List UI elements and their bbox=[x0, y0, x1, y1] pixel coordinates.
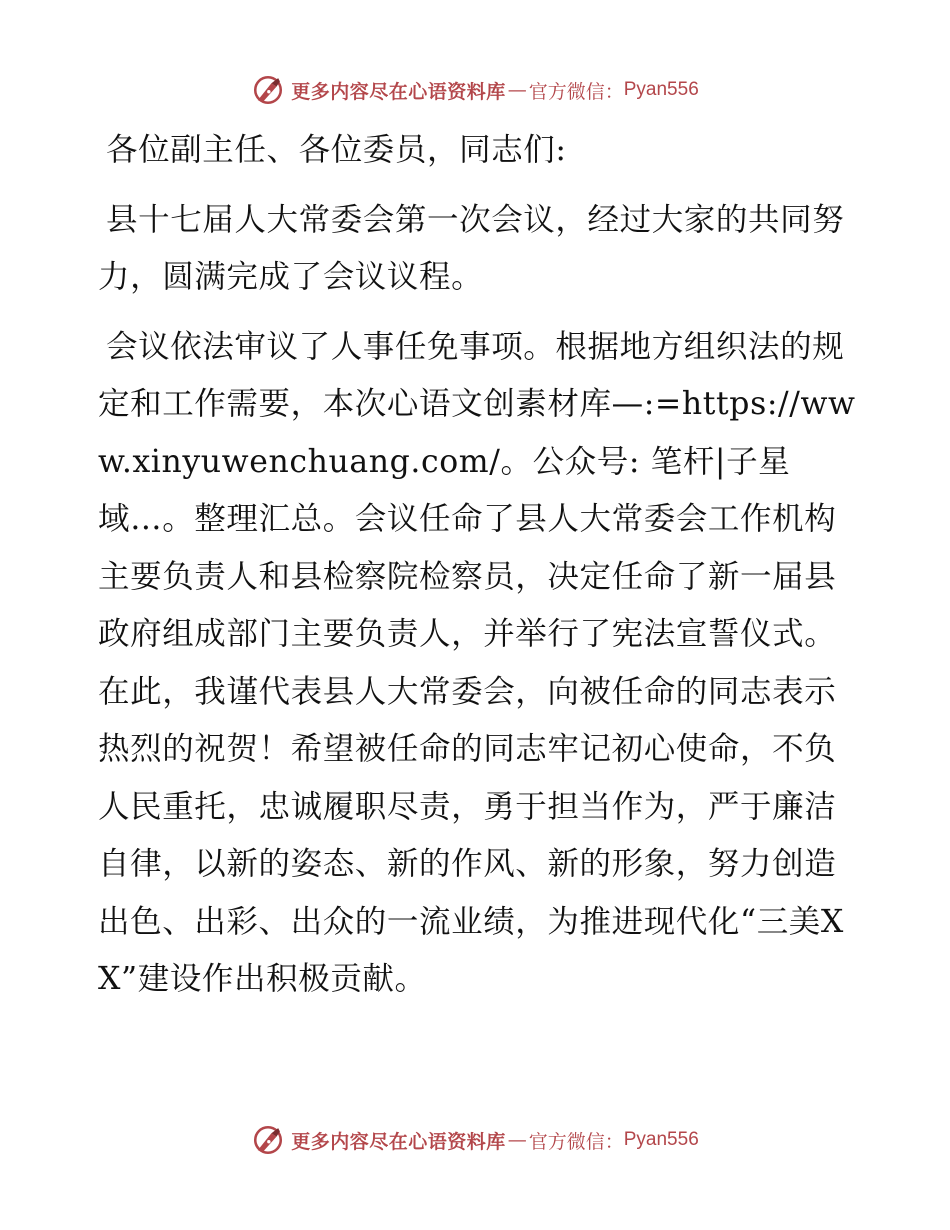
banner-wechat-label: 官方微信： bbox=[528, 1130, 624, 1153]
document-body bbox=[98, 122, 858, 1021]
paragraph-2: 会议依法审议了人事任免事项。根据地方组织法的规定和工作需要，本次心语文创素材库—:=https://www.xinyuwenchuang.com/。公众号: 笔杆|子星域…。整理汇总。会议任命了县人大常委会工作机构主要负责人和县检察院检察员，决定任命了新一届县政府组成部门主要负责人，并举行了宪法宣誓仪式。在此，我谨代表县人大常委会，向被任命的同志表示热烈的祝贺！希望被任命的同志牢记初心使命，不负人民重托，忠诚履职尽责，勇于担当作为，严于廉洁自律，以新的姿态、新的作风、新的形象，努力创造出色、出彩、出众的一流业绩，为推进现代化“三美XX”建设作出积极贡献。 bbox=[98, 328, 856, 997]
banner-wechat-id: Pyan556 bbox=[623, 1129, 699, 1150]
banner-separator: — bbox=[507, 1129, 527, 1151]
paragraph-1: 县十七届人大常委会第一次会议，经过大家的共同努力，圆满完成了会议议程。 bbox=[98, 201, 845, 295]
header-banner bbox=[0, 70, 950, 110]
pen-nib-logo-icon bbox=[251, 1123, 285, 1157]
banner-separator: — bbox=[507, 79, 527, 101]
banner-main-text: 更多内容尽在心语资料库 bbox=[291, 80, 506, 103]
banner-wechat-id: Pyan556 bbox=[623, 79, 699, 100]
banner-main-text: 更多内容尽在心语资料库 bbox=[291, 1130, 506, 1153]
pen-nib-logo-icon bbox=[251, 73, 285, 107]
greeting: 各位副主任、各位委员，同志们: bbox=[106, 132, 567, 168]
footer-banner bbox=[0, 1120, 950, 1160]
banner-wechat-label: 官方微信： bbox=[528, 80, 624, 103]
